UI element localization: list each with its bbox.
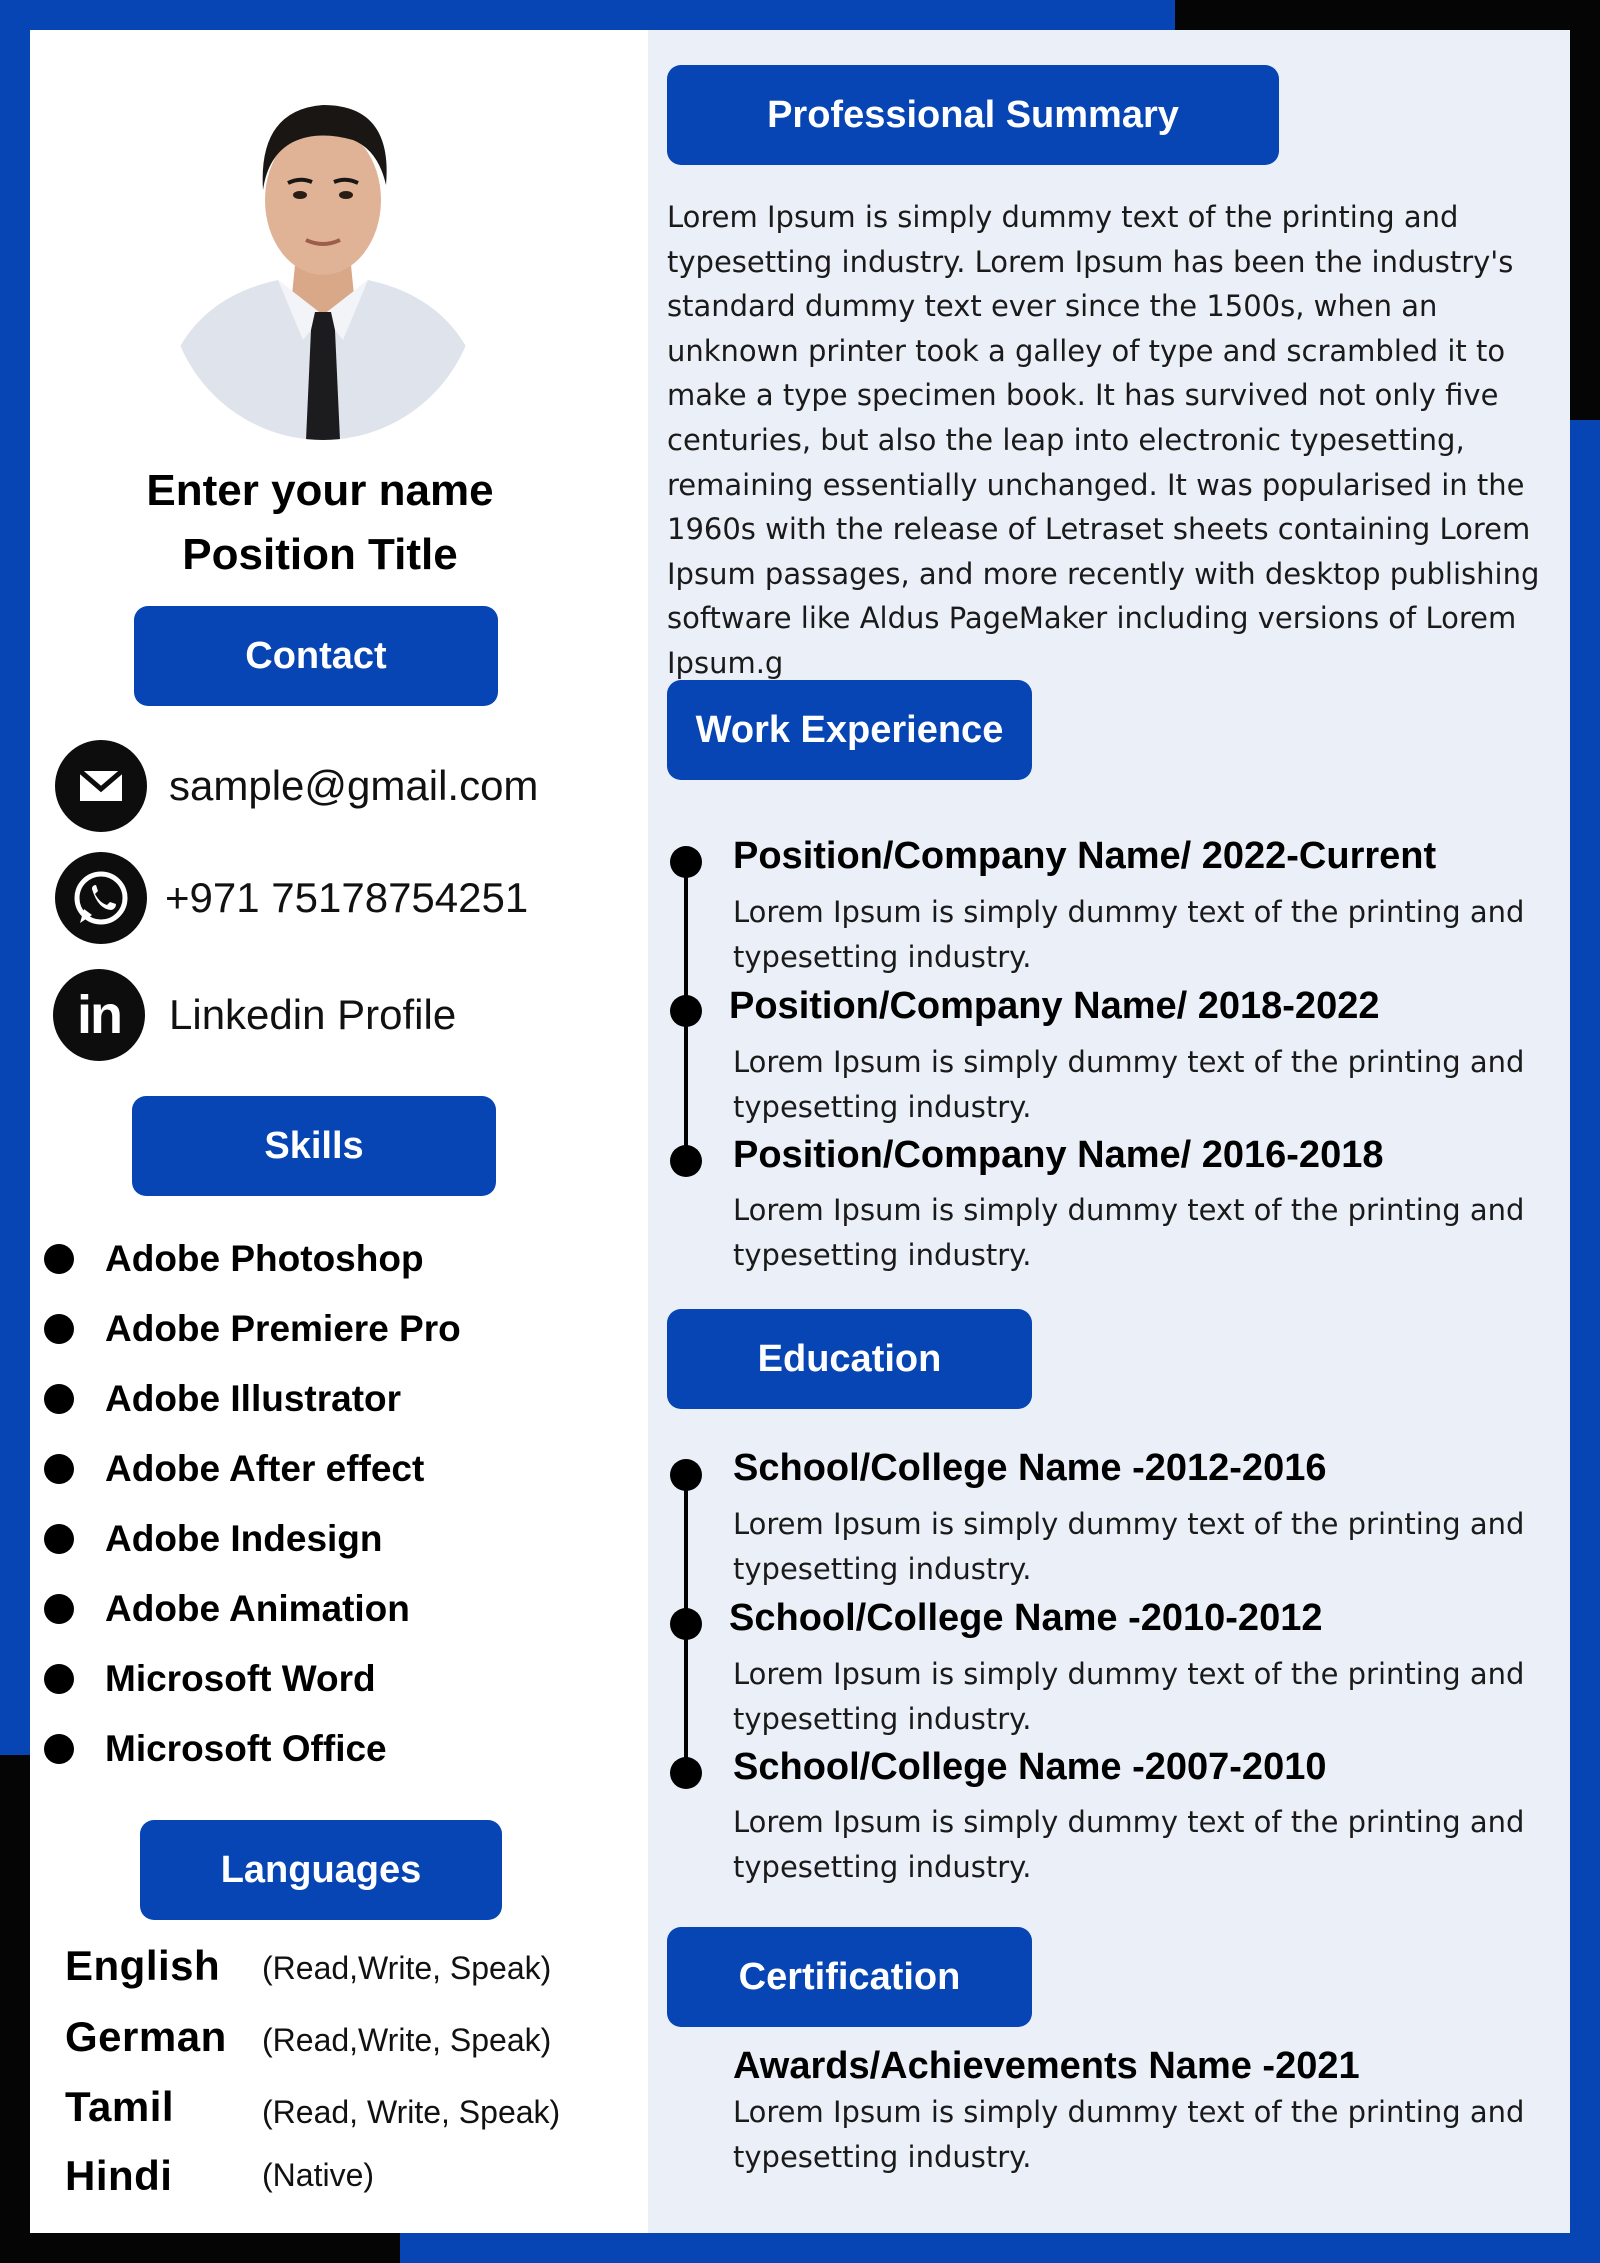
contact-email-row[interactable] (55, 740, 538, 832)
email-text: sample@gmail.com (169, 762, 539, 809)
frame-bar-top-black (1175, 0, 1600, 30)
skill-label: Microsoft Word (105, 1658, 376, 1699)
languages-heading: Languages (140, 1820, 502, 1920)
bullet-icon (44, 1454, 74, 1484)
frame-bar-left-blue (0, 0, 30, 1755)
timeline-dot-icon (670, 995, 702, 1027)
frame-bar-bottom-black (0, 2233, 400, 2263)
person-portrait-icon (168, 80, 478, 440)
skill-label: Adobe Illustrator (105, 1378, 402, 1419)
language-name: Hindi (65, 2152, 173, 2199)
certification-desc: Lorem Ipsum is simply dummy text of the printing and typesetting industry. (733, 2095, 1525, 2174)
work-entry-desc: Lorem Ipsum is simply dummy text of the printing and typesetting industry. (733, 1045, 1525, 1124)
mail-icon (55, 740, 147, 832)
language-level: (Native) (262, 2157, 375, 2193)
language-name: German (65, 2013, 227, 2060)
work-entry-title: Position/Company Name/ 2018-2022 (729, 985, 1380, 1027)
language-name: English (65, 1942, 221, 1989)
skill-item (44, 1448, 424, 1490)
frame-bar-left-black (0, 1755, 30, 2263)
language-level: (Read,Write, Speak) (262, 2022, 552, 2058)
profile-name: Enter your name (146, 466, 494, 515)
skill-item (44, 1378, 401, 1420)
education-entry-title: School/College Name -2010-2012 (729, 1597, 1323, 1639)
education-entry-desc: Lorem Ipsum is simply dummy text of the printing and typesetting industry. (733, 1507, 1525, 1586)
language-level: (Read, Write, Speak) (262, 2094, 561, 2130)
summary-heading: Professional Summary (667, 65, 1279, 165)
skill-label: Adobe Premiere Pro (105, 1308, 461, 1349)
certification-title: Awards/Achievements Name -2021 (733, 2045, 1360, 2087)
phone-text: +971 75178754251 (165, 874, 529, 921)
frame-bar-right-black (1570, 0, 1600, 420)
bullet-icon (44, 1734, 74, 1764)
bullet-icon (44, 1664, 74, 1694)
skill-label: Microsoft Office (105, 1728, 387, 1769)
position-title: Position Title (182, 530, 458, 579)
bullet-icon (44, 1594, 74, 1624)
timeline-dot-icon (670, 846, 702, 878)
bullet-icon (44, 1244, 74, 1274)
contact-heading: Contact (134, 606, 498, 706)
skill-item (44, 1518, 383, 1560)
contact-phone-row[interactable] (55, 852, 528, 944)
timeline-dot-icon (670, 1145, 702, 1177)
frame-bar-bottom-blue (400, 2233, 1600, 2263)
skill-label: Adobe Indesign (105, 1518, 383, 1559)
education-heading: Education (667, 1309, 1032, 1409)
work-heading: Work Experience (667, 680, 1032, 780)
skill-label: Adobe Photoshop (105, 1238, 424, 1279)
frame-bar-top-blue (0, 0, 1175, 30)
language-level: (Read,Write, Speak) (262, 1950, 552, 1986)
work-entry-desc: Lorem Ipsum is simply dummy text of the printing and typesetting industry. (733, 895, 1525, 974)
education-entry-title: School/College Name -2012-2016 (733, 1447, 1327, 1489)
language-name: Tamil (65, 2083, 175, 2130)
timeline-dot-icon (670, 1757, 702, 1789)
skill-item (44, 1728, 387, 1770)
work-entry-title: Position/Company Name/ 2022-Current (733, 835, 1437, 877)
skills-heading: Skills (132, 1096, 496, 1196)
skill-item (44, 1588, 410, 1630)
profile-photo (168, 80, 478, 440)
timeline-dot-icon (670, 1608, 702, 1640)
whatsapp-icon (55, 852, 147, 944)
timeline-dot-icon (670, 1459, 702, 1491)
skill-item (44, 1658, 376, 1700)
bullet-icon (44, 1384, 74, 1414)
work-entry-title: Position/Company Name/ 2016-2018 (733, 1134, 1384, 1176)
bullet-icon (44, 1524, 74, 1554)
skill-item (44, 1308, 461, 1350)
skill-label: Adobe Animation (105, 1588, 410, 1629)
education-entry-title: School/College Name -2007-2010 (733, 1746, 1327, 1788)
skill-item (44, 1238, 424, 1280)
summary-text: Lorem Ipsum is simply dummy text of the printing and typesetting industry. Lorem Ipsum has been the industry's standard dummy text ever since the 1500s, when an unknown printer took a galley of type and scrambled it to make a type specimen book. It has survived not only five centuries, but also the leap into electronic typesetting, remaining essentially unchanged. It was popularised in the 1960s with the release of Letraset sheets containing Lorem Ipsum passages, and more recently with desktop publishing software like Aldus PageMaker including versions of Lorem Ipsum.g (667, 200, 1540, 680)
frame-bar-right-blue (1570, 420, 1600, 2263)
work-entry-desc: Lorem Ipsum is simply dummy text of the printing and typesetting industry. (733, 1193, 1525, 1272)
bullet-icon (44, 1314, 74, 1344)
linkedin-text: Linkedin Profile (169, 991, 457, 1038)
certification-heading: Certification (667, 1927, 1032, 2027)
linkedin-icon: in (53, 969, 145, 1061)
skill-label: Adobe After effect (105, 1448, 425, 1489)
education-entry-desc: Lorem Ipsum is simply dummy text of the printing and typesetting industry. (733, 1805, 1525, 1884)
education-entry-desc: Lorem Ipsum is simply dummy text of the printing and typesetting industry. (733, 1657, 1525, 1736)
contact-linkedin-row[interactable] (53, 969, 456, 1061)
